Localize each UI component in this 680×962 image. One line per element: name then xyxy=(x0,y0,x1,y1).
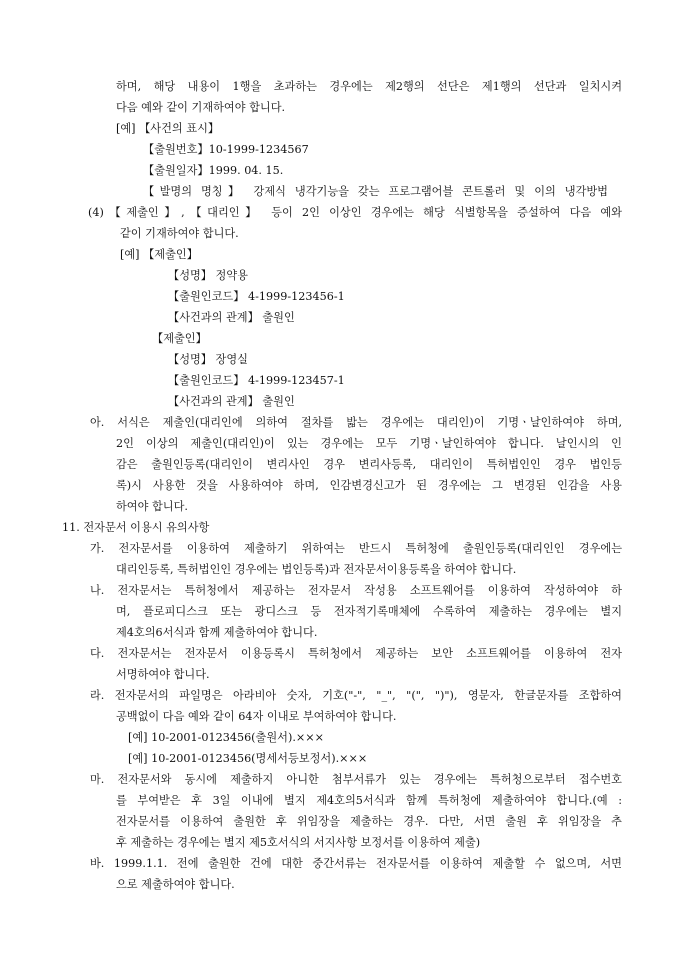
text-line: 감은 출원인등록(대리인이 변리사인 경우 변리사등록, 대리인이 특허법인인 경우 법인등 xyxy=(116,458,622,471)
lettered-item: 마. 전자문서와 동시에 제출하지 아니한 첨부서류가 있는 경우에는 특허청으로부터 접수번호 xyxy=(90,773,622,786)
lettered-item: 가. 전자문서를 이용하여 제출하기 위하여는 반드시 특허청에 출원인등록(대리인인 경우에는 xyxy=(90,542,622,555)
text-line: 제4호의6서식과 함께 제출하여야 합니다. xyxy=(116,626,318,639)
field-line: 【출원인코드】 4-1999-123457-1 xyxy=(168,374,345,387)
field-heading: 【제출인】 xyxy=(152,332,207,345)
field-line: 【사건과의 관계】 출원인 xyxy=(168,395,295,408)
lettered-item: 라. 전자문서의 파일명은 아라비아 숫자, 기호("-", "_", "(", ")"), 영문자, 한글문자를 조합하여 xyxy=(90,689,622,702)
field-line: 【출원인코드】 4-1999-123456-1 xyxy=(168,290,345,303)
lettered-item: 바. 1999.1.1. 전에 출원한 건에 대한 중간서류는 전자문서를 이용하여 제출할 수 없으며, 서면 xyxy=(90,857,622,870)
text-line: 하며, 해당 내용이 1행을 초과하는 경우에는 제2행의 선단은 제1행의 선단과 일치시켜 xyxy=(116,80,622,93)
example-line: [예] 10-2001-0123456(명세서등보정서).××× xyxy=(128,752,368,765)
text-line: 하여야 합니다. xyxy=(116,500,188,513)
text-line: 공백없이 다음 예와 같이 64자 이내로 부여하여야 합니다. xyxy=(116,710,397,723)
text-line: 2인 이상의 제출인(대리인)이 있는 경우에는 모두 기명ㆍ날인하여야 합니다. 날인시의 인 xyxy=(116,437,622,450)
example-line: [예] 10-2001-0123456(출원서).××× xyxy=(128,731,325,744)
example-heading: [예] 【제출인】 xyxy=(120,248,198,261)
example-heading: [예] 【사건의 표시】 xyxy=(116,122,220,135)
text-line: 후 제출하는 경우에는 별지 제5호서식의 서지사항 보정서를 이용하여 제출) xyxy=(116,836,481,849)
text-line: 록)시 사용한 것을 사용하여야 하며, 인감변경신고가 된 경우에는 그 변경된 인감을 사용 xyxy=(116,479,622,492)
field-line: 【출원일자】1999. 04. 15. xyxy=(143,164,284,177)
lettered-item: 나. 전자문서는 특허청에서 제공하는 전자문서 작성용 소프트웨어를 이용하여 작성하여야 하 xyxy=(90,584,622,597)
section-heading: 11. 전자문서 이용시 유의사항 xyxy=(62,521,210,534)
text-line: 전자문서를 이용하여 출원한 후 위임장을 제출하는 경우. 다만, 서면 출원 후 위임장을 추 xyxy=(116,815,622,828)
field-line: 【성명】 장영실 xyxy=(168,353,248,366)
field-line: 【출원번호】10-1999-1234567 xyxy=(143,143,309,156)
text-line: 를 부여받은 후 3일 이내에 별지 제4호의5서식과 함께 특허청에 제출하여야 합니다.(예 : xyxy=(116,794,622,807)
field-line: 【발명의 명칭】 강제식 냉각기능을 갖는 프로그램어블 콘트롤러 및 이의 냉각방법 xyxy=(143,185,608,198)
field-line: 【성명】 정약용 xyxy=(168,269,248,282)
numbered-item: (4)【제출인】,【대리인】 등이 2인 이상인 경우에는 해당 식별항목을 증설하여 다음 예와 xyxy=(88,206,622,219)
lettered-item: 다. 전자문서는 전자문서 이용등록시 특허청에서 제공하는 보안 소프트웨어를 이용하여 전자 xyxy=(90,647,622,660)
lettered-item: 아. 서식은 제출인(대리인에 의하여 절차를 밟는 경우에는 대리인)이 기명ㆍ날인하여야 하며, xyxy=(90,416,622,429)
text-line: 대리인등록, 특허법인인 경우에는 법인등록)과 전자문서이용등록을 하여야 합니다. xyxy=(116,563,517,576)
text-line: 다음 예와 같이 기재하여야 합니다. xyxy=(116,101,286,114)
text-line: 같이 기재하여야 합니다. xyxy=(120,227,239,240)
text-line: 며, 플로피디스크 또는 광디스크 등 전자적기록매체에 수록하여 제출하는 경우에는 별지 xyxy=(116,605,622,618)
text-line: 서명하여야 합니다. xyxy=(116,668,210,681)
field-line: 【사건과의 관계】 출원인 xyxy=(168,311,295,324)
text-line: 으로 제출하여야 합니다. xyxy=(116,878,235,891)
